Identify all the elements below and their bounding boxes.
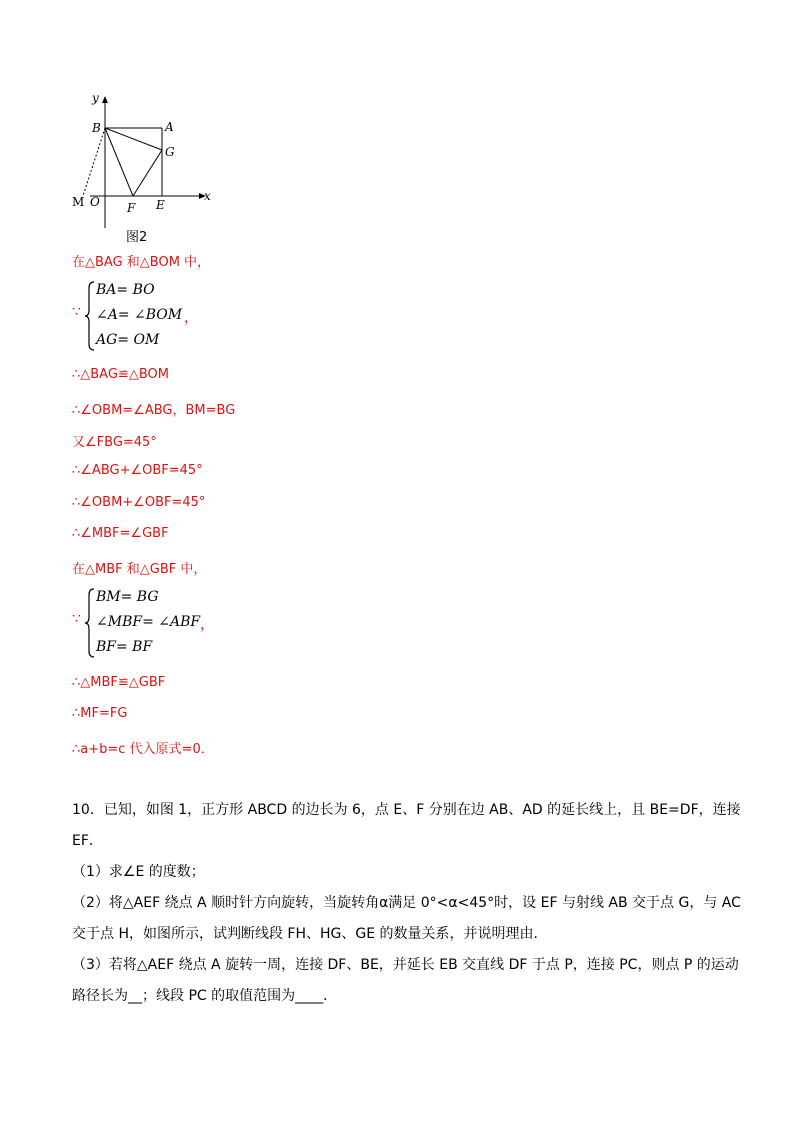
equation-system-2 — [72, 587, 272, 659]
system2-comma: ， — [200, 617, 214, 633]
question-line-1: 10．已知，如图 1，正方形 ABCD 的边长为 6，点 E、F 分别在边 AB、AD 的延长线上，且 BE=DF，连接 — [72, 802, 741, 818]
solution-line-11: ∴a+b=c 代入原式=0． — [72, 742, 214, 757]
left-brace-icon — [84, 587, 96, 659]
label-E: E — [156, 198, 165, 212]
because-symbol: ∵ — [72, 304, 81, 320]
because-symbol: ∵ — [72, 611, 81, 627]
system1-row-2: ∠A= ∠BOM — [96, 307, 183, 323]
solution-line-10: ∴MF=FG — [72, 706, 128, 721]
solution-line-1: 在△BAG 和△BOM 中， — [72, 255, 211, 270]
system2-row-1: BM= BG — [96, 589, 159, 605]
system2-row-2: ∠MBF= ∠ABF — [96, 614, 201, 630]
question-part-1: （1）求∠E 的度数； — [72, 864, 205, 880]
solution-line-7: ∴∠MBF=∠GBF — [72, 526, 169, 541]
system2-row-3: BF= BF — [96, 639, 153, 655]
label-y: y — [92, 91, 99, 105]
question-part-3-cont: 路径长为__；线段 PC 的取值范围为____． — [72, 988, 338, 1004]
label-A: A — [165, 120, 174, 134]
solution-line-8: 在△MBF 和△GBF 中， — [72, 562, 207, 577]
segment-BG — [105, 128, 162, 150]
figure-caption: 图2 — [126, 230, 148, 245]
system1-row-3: AG= OM — [96, 332, 160, 348]
figure-svg — [70, 88, 220, 228]
equation-system-1 — [72, 280, 272, 352]
question-part-2: （2）将△AEF 绕点 A 顺时针方向旋转，当旋转角α满足 0°<α<45°时，设 EF 与射线 AB 交于点 G，与 AC — [72, 895, 741, 911]
solution-line-3: ∴∠OBM=∠ABG，BM=BG — [72, 403, 236, 418]
system1-comma: ， — [184, 310, 198, 326]
solution-line-6: ∴∠OBM+∠OBF=45° — [72, 495, 206, 510]
label-B: B — [92, 121, 101, 135]
question-line-2: EF． — [72, 833, 103, 849]
segment-FG — [133, 150, 162, 196]
solution-line-2: ∴△BAG≌△BOM — [72, 367, 169, 382]
question-part-2-cont: 交于点 H，如图所示，试判断线段 FH、HG、GE 的数量关系，并说明理由． — [72, 926, 548, 942]
label-G: G — [165, 145, 175, 159]
segment-BM — [83, 128, 105, 196]
label-M: M — [72, 195, 85, 209]
left-brace-icon — [84, 280, 96, 352]
system1-row-1: BA= BO — [96, 282, 155, 298]
label-F: F — [127, 201, 136, 215]
y-arrow-icon — [102, 96, 108, 103]
solution-line-9: ∴△MBF≌△GBF — [72, 675, 166, 690]
segment-BF — [105, 128, 133, 196]
question-part-3: （3）若将△AEF 绕点 A 旋转一周，连接 DF、BE，并延长 EB 交直线 DF 于点 P，连接 PC，则点 P 的运动 — [72, 957, 739, 973]
question-10 — [72, 795, 741, 1012]
solution-line-4: 又∠FBG=45° — [72, 435, 157, 450]
label-O: O — [90, 195, 100, 209]
solution-line-5: ∴∠ABG+∠OBF=45° — [72, 463, 203, 478]
label-x: x — [204, 189, 211, 203]
geometry-figure — [70, 88, 220, 243]
